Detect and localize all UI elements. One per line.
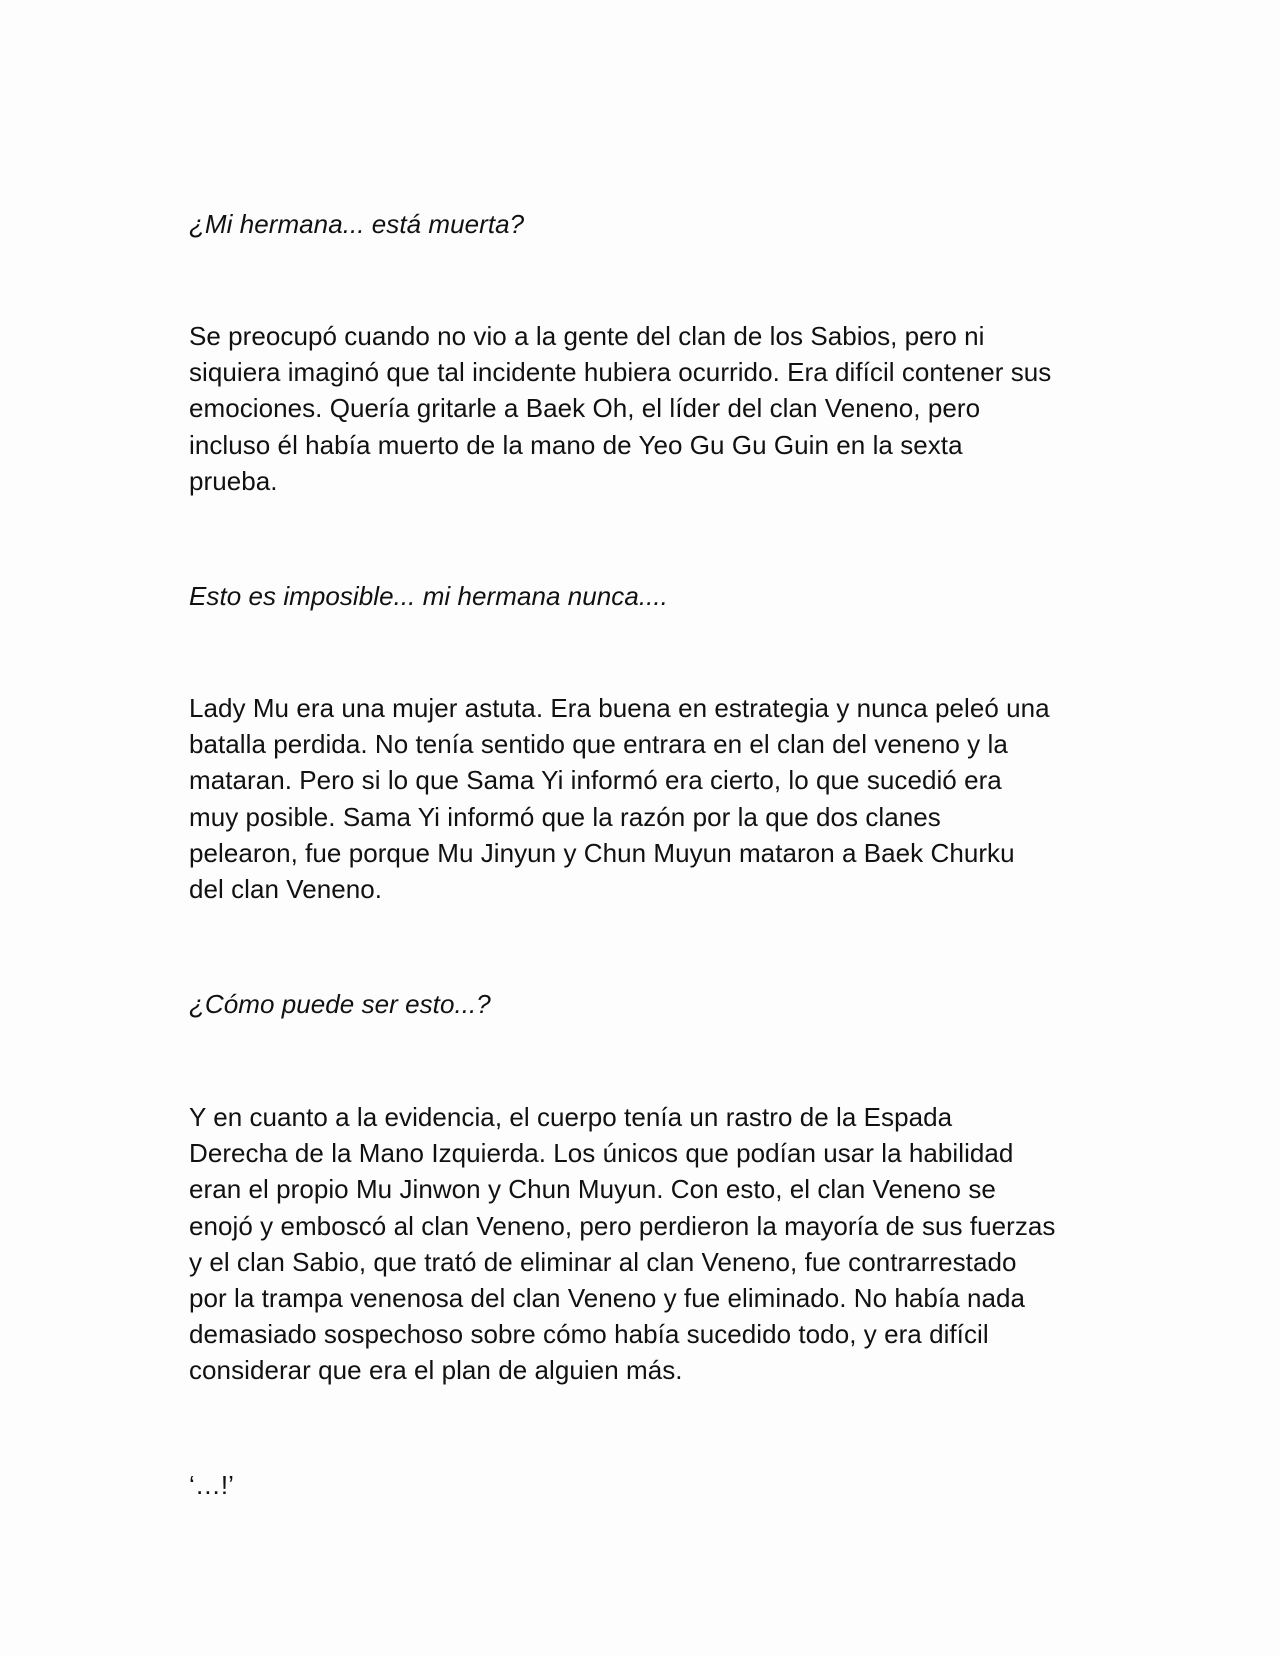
- text-line: batalla perdida. No tenía sentido que entrara en el clan del veneno y la: [189, 729, 1008, 760]
- text-line: Y en cuanto a la evidencia, el cuerpo tenía un rastro de la Espada: [189, 1102, 953, 1132]
- text-line: muy posible. Sama Yi informó que la razón por la que dos clanes: [189, 801, 941, 832]
- text-line: y el clan Sabio, que trató de eliminar al clan Veneno, fue contrarrestado: [189, 1246, 1017, 1277]
- paragraph-inner-thought-2: [189, 578, 1109, 614]
- text-line: Derecha de la Mano Izquierda. Los únicos que podían usar la habilidad: [189, 1138, 1014, 1169]
- text-line: demasiado sospechoso sobre cómo había sucedido todo, y era difícil: [189, 1319, 989, 1350]
- text-line: pelearon, fue porque Mu Jinyun y Chun Muyun mataron a Baek Churku: [189, 837, 1015, 868]
- paragraph-inner-thought-3: [189, 986, 1109, 1022]
- text-line: siquiera imaginó que tal incidente hubiera ocurrido. Era difícil contener sus: [189, 357, 1052, 388]
- text-line: enojó y emboscó al clan Veneno, pero perdieron la mayoría de sus fuerzas: [189, 1210, 1056, 1241]
- text-line: Esto es imposible... mi hermana nunca....: [189, 581, 668, 611]
- text-line: emociones. Quería gritarle a Baek Oh, el líder del clan Veneno, pero: [189, 393, 981, 424]
- paragraph-exclamation: [189, 1467, 1109, 1503]
- paragraph-inner-thought-1: [189, 206, 1109, 242]
- text-line: ‘…!’: [189, 1470, 234, 1500]
- text-line: por la trampa venenosa del clan Veneno y fue eliminado. No había nada: [189, 1283, 1026, 1314]
- text-line: prueba.: [189, 465, 278, 496]
- paragraph-narration-3: [189, 1099, 1109, 1389]
- text-line: ¿Cómo puede ser esto...?: [189, 989, 491, 1019]
- text-line: Lady Mu era una mujer astuta. Era buena en estrategia y nunca peleó una: [189, 693, 1050, 723]
- text-line: incluso él había muerto de la mano de Yeo Gu Gu Guin en la sexta: [189, 429, 963, 460]
- paragraph-narration-2: [189, 690, 1109, 907]
- paragraph-narration-1: [189, 318, 1109, 499]
- text-line: del clan Veneno.: [189, 874, 383, 905]
- text-line: considerar que era el plan de alguien más.: [189, 1355, 683, 1386]
- text-line: ¿Mi hermana... está muerta?: [189, 209, 525, 239]
- text-line: Se preocupó cuando no vio a la gente del clan de los Sabios, pero ni: [189, 321, 985, 351]
- text-line: mataran. Pero si lo que Sama Yi informó era cierto, lo que sucedió era: [189, 765, 1002, 796]
- text-line: eran el propio Mu Jinwon y Chun Muyun. Con esto, el clan Veneno se: [189, 1174, 996, 1205]
